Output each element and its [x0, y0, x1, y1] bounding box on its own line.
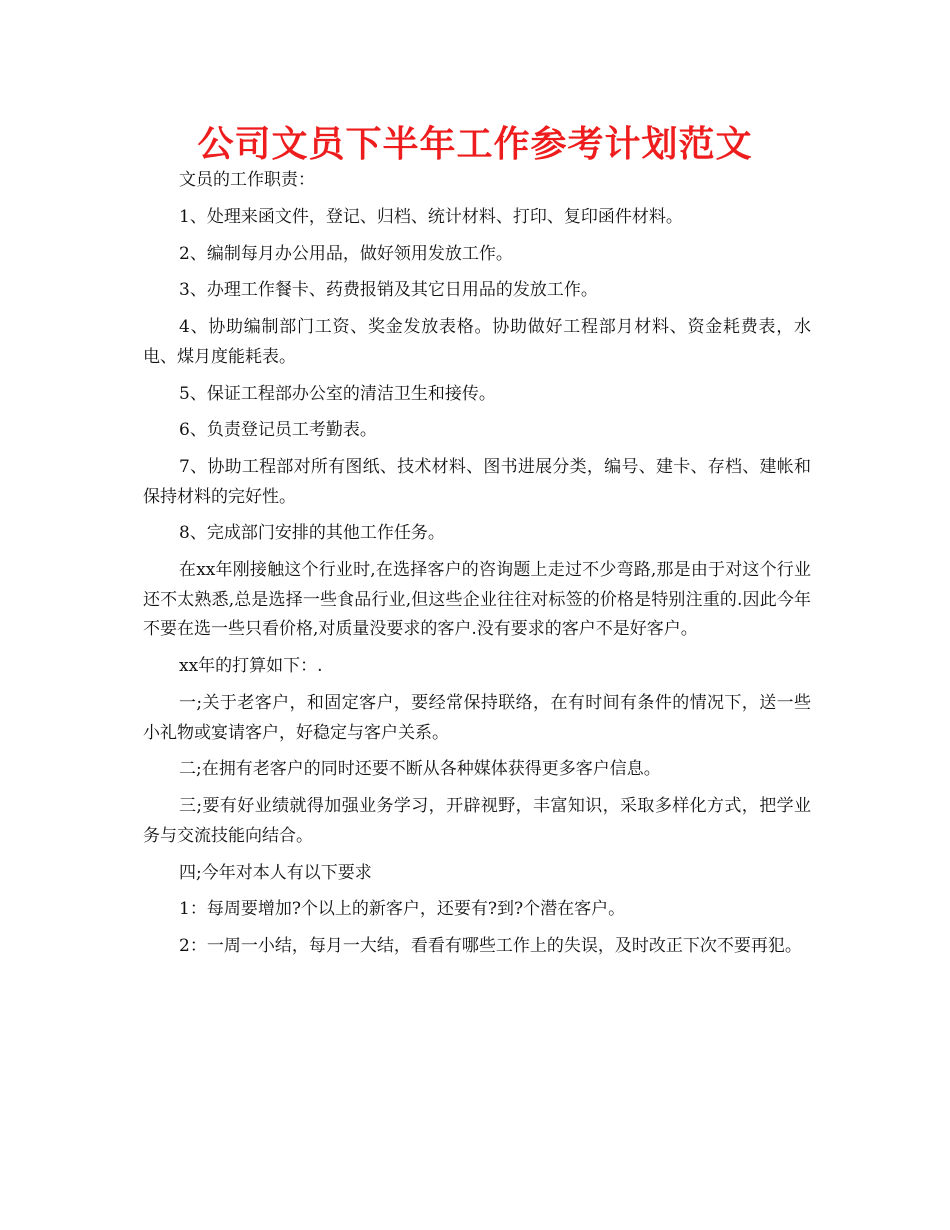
paragraph-duty-1: 1、处理来函文件，登记、归档、统计材料、打印、复印函件材料。: [179, 206, 683, 227]
paragraph-plan-2: 二;在拥有老客户的同时还要不断从各种媒体获得更多客户信息。: [179, 759, 661, 780]
document-body: [143, 166, 811, 969]
paragraph-requirement-1: 1：每周要增加?个以上的新客户，还要有?到?个潜在客户。: [179, 899, 626, 920]
paragraph-plan-1: 一;关于老客户，和固定客户，要经常保持联络，在有时间有条件的情况下，送一些小礼物或宴请客户，好稳定与客户关系。: [143, 692, 811, 743]
paragraph-requirement-2: 2：一周一小结，每月一大结，看看有哪些工作上的失误，及时改正下次不要再犯。: [179, 936, 802, 957]
paragraph-plan-4: 四;今年对本人有以下要求: [179, 862, 372, 883]
paragraph-plan-3: 三;要有好业绩就得加强业务学习，开辟视野，丰富知识，采取多样化方式，把学业务与交流技能向结合。: [143, 796, 811, 846]
paragraph-duty-3: 3、办理工作餐卡、药费报销及其它日用品的发放工作。: [179, 280, 598, 301]
paragraph-duty-8: 8、完成部门安排的其他工作任务。: [179, 523, 445, 544]
paragraph-duty-6: 6、负责登记员工考勤表。: [179, 420, 377, 441]
paragraph-duty-7: 7、协助工程部对所有图纸、技术材料、图书进展分类，编号、建卡、存档、建帐和保持材料的完好性。: [143, 457, 811, 507]
paragraph-duties-heading: 文员的工作职责：: [179, 170, 315, 190]
paragraph-duty-4: 4、协助编制部门工资、奖金发放表格。协助做好工程部月材料、资金耗费表，水电、煤月度能耗表。: [143, 317, 811, 367]
paragraph-experience: 在xx年刚接触这个行业时,在选择客户的咨询题上走过不少弯路,那是由于对这个行业还不太熟悉,总是选择一些食品行业,但这些企业往往对标签的价格是特别注重的.因此今年不要在选一些只看价格,对质量没要求的客户.没有要求的客户不是好客户。: [143, 560, 811, 640]
paragraph-duty-5: 5、保证工程部办公室的清洁卫生和接传。: [179, 383, 496, 404]
paragraph-plan-heading: xx年的打算如下：.: [179, 656, 323, 677]
document-title: 公司文员下半年工作参考计划范文: [197, 124, 753, 165]
paragraph-duty-2: 2、编制每月办公用品，做好领用发放工作。: [179, 243, 513, 264]
